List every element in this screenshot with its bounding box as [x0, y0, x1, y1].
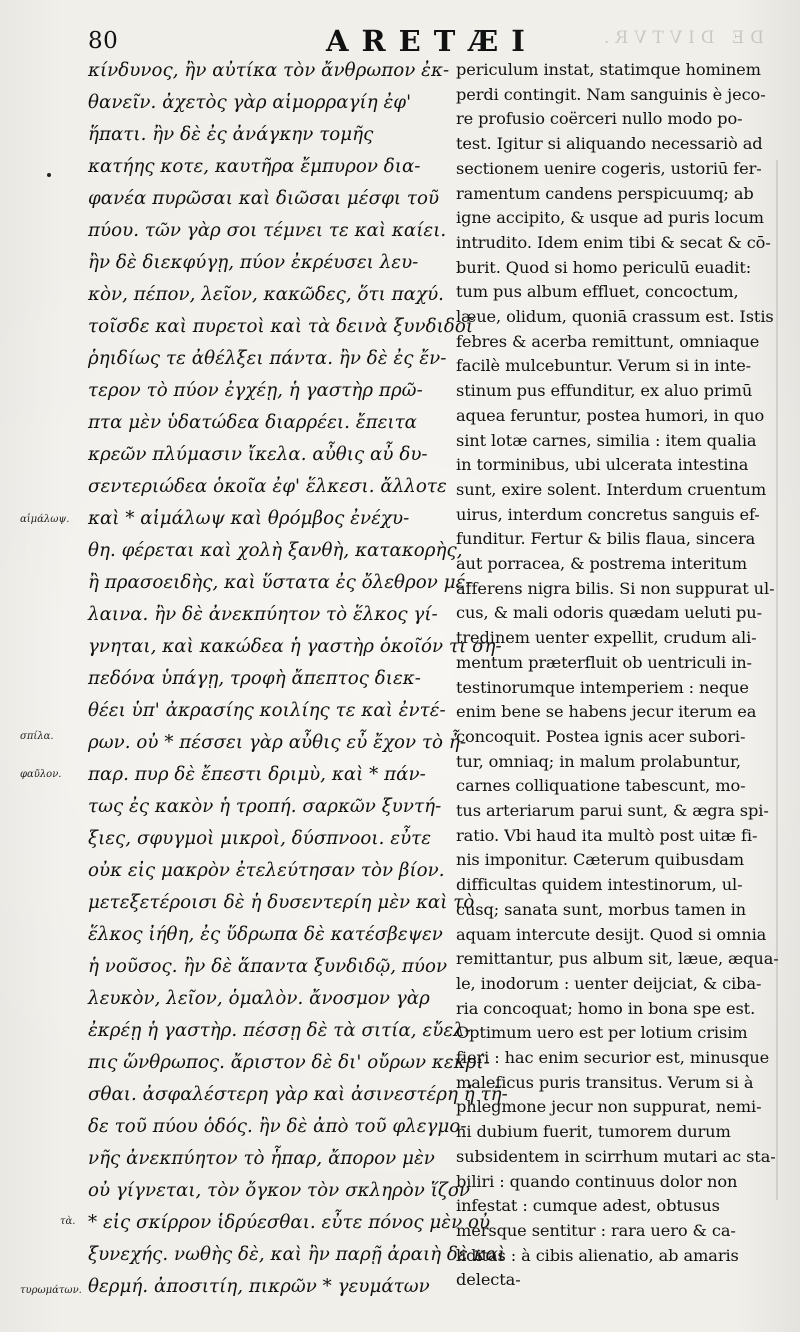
greek-line: ἡ νοῦσος. ἢν δὲ ἅπαντα ξυνδιδῷ, πύον [88, 956, 448, 977]
latin-line: enim bene se habens jecur iterum ea [456, 702, 757, 722]
latin-line: carnes colliquatione tabescunt, mo- [456, 776, 746, 796]
latin-line: sint lotæ carnes, similia : item qualia [456, 430, 757, 450]
latin-line: aquam intercute desijt. Quod si omnia [456, 924, 767, 944]
greek-line: σθαι. ἀσφαλέστερη γὰρ καὶ ἀσινεστέρη ἡ τῆ- [88, 1084, 508, 1105]
greek-line: ἢν δὲ διεκφύγῃ, πύον ἐκρέυσει λευ- [88, 252, 419, 273]
greek-line: κίνδυνος, ἢν αὐτίκα τὸν ἄνθρωπον ἐκ- [88, 60, 450, 81]
greek-line: ῥηιδίως τε ἀθέλξει πάντα. ἢν δὲ ἐς ἔν- [88, 348, 447, 369]
greek-line: ἐκρέῃ ἡ γαστὴρ. πέσσῃ δὲ τὰ σιτία, εὔελ- [88, 1020, 471, 1041]
greek-line: φανέα πυρῶσαι καὶ διῶσαι μέσφι τοῦ [88, 188, 440, 209]
latin-line: ratio. Vbi haud ita multò post uitæ fi- [456, 825, 758, 845]
page-number: 80 [88, 28, 119, 54]
margin-note-3: φαῦλον. [20, 769, 62, 780]
latin-line: sunt, exire solent. Interdum cruentum [456, 479, 767, 499]
greek-line: οὐ γίγνεται, τὸν ὄγκον τὸν σκληρὸν ἵζον [88, 1180, 470, 1201]
latin-line: Optimum uero est per lotium crisim [456, 1023, 748, 1043]
latin-line: infestat : cumque adest, obtusus [456, 1196, 720, 1216]
greek-line: κρεῶν πλύμασιν ἴκελα. αὖθις αὖ δυ- [88, 444, 428, 465]
greek-line: ξυνεχής. νωθὴς δὲ, καὶ ἢν παρῇ ἀραιὴ δὲ καὶ [88, 1244, 506, 1265]
greek-line: θανεῖν. ἀχετὸς γὰρ αἱμορραγίη ἐφ' [88, 92, 412, 113]
latin-line: subsidentem in scirrhum mutari ac sta- [456, 1146, 776, 1166]
latin-line: nis imponitur. Cæterum quibusdam [456, 850, 745, 870]
greek-line: κὸν, πέπον, λεῖον, κακῶδες, ὅτι παχύ. [88, 284, 445, 305]
greek-line: θερμή. ἀποσιτίη, πικρῶν * γευμάτων [88, 1276, 430, 1297]
latin-line: sectionem uenire cogeris, ustoriū fer- [456, 158, 762, 178]
greek-line: τοῖσδε καὶ πυρετοὶ καὶ τὰ δεινὰ ξυνδιδοῖ [88, 316, 474, 337]
greek-line: πτα μὲν ὑδατώδεα διαρρέει. ἔπειτα [88, 412, 418, 433]
running-head: ARETÆI [326, 24, 538, 58]
latin-line: mersque sentitur : rara uero & ca- [456, 1220, 736, 1240]
latin-line: perdi contingit. Nam sanguinis è jeco- [456, 84, 766, 104]
greek-line: * εἰς σκίρρον ἱδρύεσθαι. εὖτε πόνος μὲν οὐ [88, 1212, 491, 1233]
margin-note-5: τυρωμάτων. [20, 1285, 82, 1296]
greek-line: ἥπατι. ἢν δὲ ἐς ἀνάγκην τομῆς [88, 124, 374, 145]
latin-line: liditas : à cibis alienatio, ab amaris [456, 1245, 739, 1265]
latin-line: facilè mulcebuntur. Verum si in inte- [456, 356, 752, 376]
greek-line: θη. φέρεται καὶ χολὴ ξανθὴ, κατακορὴς, [88, 540, 463, 561]
greek-line: μετεξετέροισι δὲ ἡ δυσεντερίη μὲν καὶ τὸ [88, 892, 475, 913]
latin-line: aut porracea, & postrema interitum [456, 554, 747, 573]
latin-line: remittantur, pus album sit, læue, æqua- [456, 949, 779, 969]
greek-line: ἕλκος ἰήθη, ἐς ὕδρωπα δὲ κατέσβεψεν [88, 924, 443, 945]
greek-line: πύου. τῶν γὰρ σοι τέμνει τε καὶ καίει. [88, 220, 447, 241]
greek-line: δε τοῦ πύου ὁδός. ἢν δὲ ἀπὸ τοῦ φλεγμο- [88, 1116, 467, 1137]
latin-line: intrudito. Idem enim tibi & secat & cō- [456, 232, 771, 252]
latin-line: ni dubium fuerit, tumorem durum [456, 1122, 731, 1142]
latin-line: aquea feruntur, postea humori, in quo [456, 405, 765, 425]
page-header [0, 24, 800, 64]
latin-line: test. Igitur si aliquando necessariò ad [456, 134, 763, 154]
greek-line: παρ. πυρ δὲ ἔπεστι δριμὺ, καὶ * πάν- [88, 764, 426, 785]
latin-line: igne accipito, & usque ad puris locum [456, 208, 764, 228]
margin-note-2: σπίλα. [20, 731, 54, 742]
greek-line: θέει ὑπ' ἀκρασίης κοιλίης τε καὶ ἐντέ- [88, 700, 446, 721]
latin-line: tredinem uenter expellit, crudum ali- [456, 628, 757, 648]
greek-line: οὐκ εἰς μακρὸν ἐτελεύτησαν τὸν βίον. [88, 860, 445, 881]
latin-line: cus, & mali odoris quædam ueluti pu- [456, 603, 762, 623]
greek-line: καὶ * αἱμάλωψ καὶ θρόμβος ἐνέχυ- [88, 508, 410, 529]
latin-line: maleficus puris transitus. Verum si à [456, 1072, 754, 1092]
latin-line: re profusio coërceri nullo modo po- [456, 109, 743, 129]
greek-line: σεντεριώδεα ὁκοῖα ἐφ' ἕλκεσι. ἄλλοτε [88, 476, 447, 497]
bleed-through-heading: DE DIVTVR. [598, 28, 764, 48]
latin-line: difficultas quidem intestinorum, ul- [456, 875, 743, 895]
latin-text-column [456, 60, 779, 1312]
latin-line: testinorumque intemperiem : neque [456, 677, 749, 697]
greek-line: λευκὸν, λεῖον, ὁμαλὸν. ἄνοσμον γὰρ [88, 988, 430, 1009]
latin-line: phlegmone jecur non suppurat, nemi- [456, 1097, 762, 1117]
latin-line: læue, olidum, quoniā crassum est. Istis [456, 307, 774, 326]
latin-line: afferens nigra bilis. Si non suppurat ul- [456, 578, 775, 598]
latin-line: ramentum candens perspicuumq; ab [456, 183, 754, 203]
latin-line: biliri : quando continuus dolor non [456, 1171, 738, 1191]
latin-line: in torminibus, ubi ulcerata intestina [456, 455, 749, 475]
latin-line: tus arteriarum parui sunt, & ægra spi- [456, 801, 769, 820]
greek-line: τως ἐς κακὸν ἡ τροπή. σαρκῶν ξυντή- [88, 796, 442, 817]
latin-line: ria concoquat; homo in bona spe est. [456, 998, 756, 1018]
latin-line: delecta- [456, 1270, 521, 1290]
greek-line: ἢ πρασοειδὴς, καὶ ὕστατα ἐς ὄλεθρον μέ- [88, 572, 472, 593]
latin-line: uirus, interdum concretus sanguis ef- [456, 504, 760, 524]
greek-line: ρων. οὐ * πέσσει γὰρ αὖθις εὖ ἔχον τὸ ἧ- [88, 732, 467, 753]
latin-line: febres & acerba remittunt, omniaque [456, 331, 760, 351]
greek-line: νῆς ἀνεκπύητον τὸ ἧπαρ, ἄπορον μὲν [88, 1148, 435, 1169]
latin-line: concoquit. Postea ignis acer subori- [456, 726, 746, 746]
margin-note-1: αἰμάλωψ. [20, 514, 70, 525]
latin-line: mentum præterfluit ob uentriculi in- [456, 652, 752, 672]
latin-line: le, inodorum : uenter deijciat, & ciba- [456, 973, 762, 993]
greek-line: πις ὥνθρωπος. ἄριστον δὲ δι' οὔρων κεκρί- [88, 1052, 490, 1073]
latin-line: tur, omniaq; in malum prolabuntur, [456, 751, 741, 771]
latin-line: burit. Quod si homo periculū euadit: [456, 257, 752, 277]
greek-line: γνηται, καὶ κακώδεα ἡ γαστὴρ ὁκοῖόν τι ση- [88, 636, 502, 657]
margin-note-4: τὰ. [60, 1216, 76, 1227]
margin-dot [47, 173, 51, 177]
latin-line: funditur. Fertur & bilis flaua, sincera [456, 529, 756, 549]
greek-line: λαινα. ἢν δὲ ἀνεκπύητον τὸ ἕλκος γί- [88, 604, 438, 625]
bleed-through-rule [776, 160, 778, 1200]
latin-line: tum pus album effluet, concoctum, [456, 282, 739, 302]
greek-line: πεδόνα ὑπάγῃ, τροφὴ ἄπεπτος διεκ- [88, 668, 421, 689]
greek-line: κατήης κοτε, καυτῆρα ἔμπυρον δια- [88, 156, 421, 177]
greek-line: τερον τὸ πύον ἐγχέῃ, ἡ γαστὴρ πρῶ- [88, 380, 423, 401]
latin-line: fieri : hac enim securior est, minusque [456, 1048, 770, 1067]
latin-line: cusq; sanata sunt, morbus tamen in [456, 899, 746, 919]
latin-line: stinum pus effunditur, ex aluo primū [456, 381, 753, 401]
latin-line: periculum instat, statimque hominem [456, 60, 761, 79]
greek-line: ξιες, σφυγμοὶ μικροὶ, δύσπνοοι. εὖτε [88, 828, 432, 849]
